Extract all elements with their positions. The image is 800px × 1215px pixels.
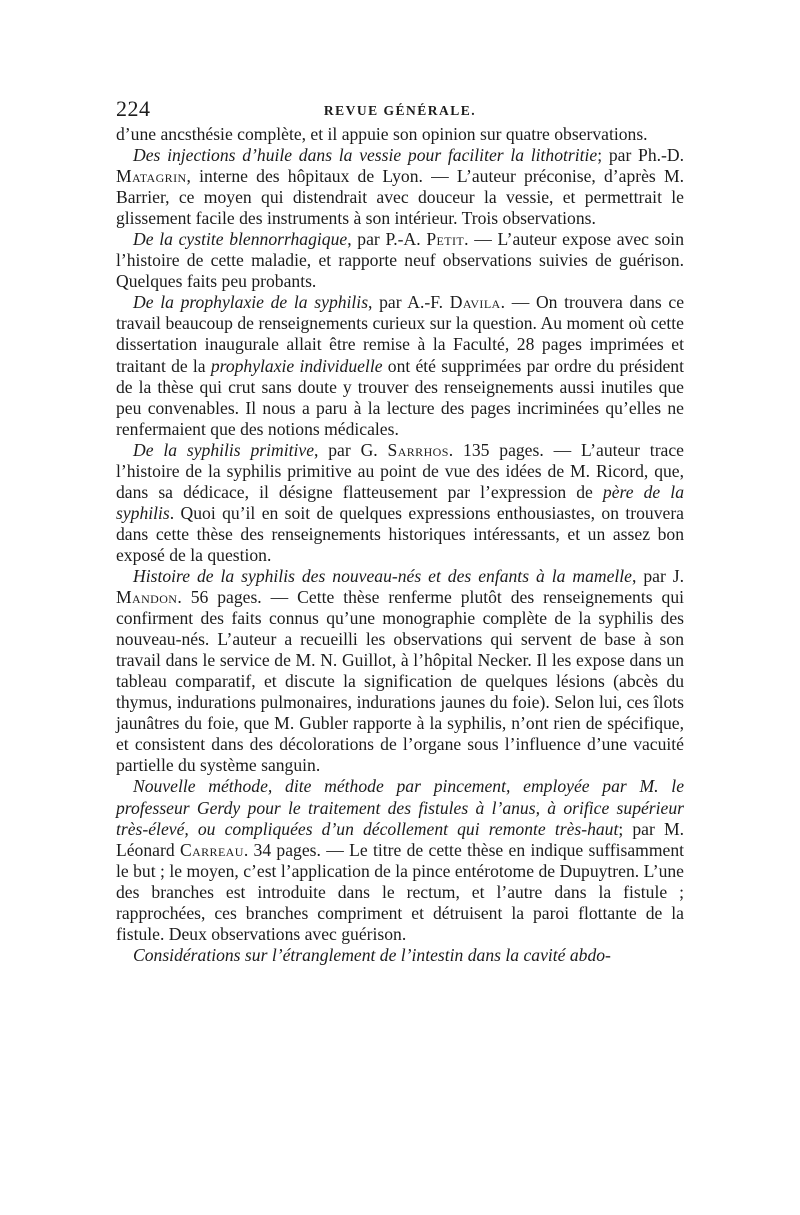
review-text: ont été supprimées par ordre du président de la thèse qui crut sans doute y trouver des renseignements aussi inutiles que peu convenables. Il nous a paru à la lecture des pages incriminées qu’elles ne renfermaient que des notions médicales. <box>116 355 684 439</box>
thesis-title: De la prophylaxie de la syphilis <box>133 292 369 313</box>
author-name: Mandon <box>116 587 178 608</box>
running-head <box>116 96 684 122</box>
thesis-title: Des injections d’huile dans la vessie pour faciliter la lithotritie <box>133 145 598 166</box>
thesis-entry-sarrhos <box>116 440 684 566</box>
thesis-entry-matagrin <box>116 145 684 229</box>
author-name: Matagrin <box>116 166 187 187</box>
body-text <box>116 124 684 966</box>
author-name: Sarrhos <box>387 439 449 460</box>
review-text: . 135 pages. — L’auteur trace l’histoire de la syphilis primitive au point de vue des idées de M. Ricord, que, dans sa dédicace, il désigne flatteusement par l’expression de <box>116 439 684 502</box>
paragraph-text: d’une ancsthésie complète, et il appuie son opinion sur quatre observations. <box>116 124 648 144</box>
author-name: Davila <box>449 292 501 313</box>
thesis-title: De la cystite blennorrhagique <box>133 229 348 250</box>
review-text: , interne des hôpitaux de Lyon. — L’auteur préconise, d’après M. Barrier, ce moyen qui distendrait avec douceur la vessie, et permettrait le glissement facile des instruments à son intérieur. Trois observations. <box>116 166 684 229</box>
paragraph-continuation <box>116 124 684 145</box>
italic-phrase: prophylaxie individuelle <box>210 355 383 376</box>
thesis-title: Considérations sur l’étranglement de l’intestin dans la cavité abdo- <box>133 944 611 965</box>
review-text: . Quoi qu’il en soit de quelques expressions enthousiastes, on trouvera dans cette thèse des renseignements historiques intéressants, et un assez bon exposé de la question. <box>116 502 684 565</box>
author-prefix: , par J. <box>631 565 685 586</box>
book-page <box>116 96 684 966</box>
author-name: Carreau <box>179 839 244 860</box>
review-text: . 56 pages. — Cette thèse renferme plutôt des renseignements qui confirment des faits connus qu’une monographie complète de la syphilis des nouveau-nés. L’auteur a recueilli les observations qui servent de base à son travail dans le service de M. N. Guillot, à l’hôpital Necker. Il les expose dans un tableau comparatif, et discute la signification de quelques lésions (abcès du thymus, indurations pulmonaires, indurations jaunes du foie). Selon lui, ces îlots jaunâtres du foie, que M. Gubler rapporte à la syphilis, n’ont rien de spécifique, et consistent dans des décolorations de l’organe sous l’influence d’une vacuité partielle du système sanguin. <box>116 587 684 776</box>
author-prefix: , par G. <box>314 439 388 460</box>
page-number: 224 <box>116 96 151 121</box>
running-title: REVUE GÉNÉRALE. <box>323 103 477 118</box>
thesis-title: Histoire de la syphilis des nouveau-nés et des enfants à la mamelle <box>133 565 632 586</box>
review-text: . 34 pages. — Le titre de cette thèse en indique suffisamment le but ; le moyen, c’est l’application de la pince entérotome de Dupuytren. L’une des branches est introduite dans le rectum, et l’autre dans la fistule ; rapprochées, ces branches compriment et détruisent la paroi flottante de la fistule. Deux observations avec guérison. <box>116 839 684 944</box>
review-text: . — On trouvera dans ce travail beaucoup de renseignements curieux sur la question. Au moment où cette dissertation inaugurale allait être remise à la Faculté, 28 pages imprimées et traitant de la <box>116 292 685 376</box>
review-text: . — L’auteur expose avec soin l’histoire de cette maladie, et rapporte neuf observations suivies de guérison. Quelques faits peu probants. <box>116 229 684 292</box>
author-name: Petit <box>426 229 465 250</box>
author-prefix: , par A.-F. <box>368 292 450 313</box>
italic-phrase: père de la syphilis <box>116 481 684 523</box>
author-prefix: ; par M. Léonard <box>116 818 684 860</box>
thesis-entry-carreau <box>116 776 684 944</box>
author-prefix: , par P.-A. <box>347 229 427 250</box>
thesis-entry-mandon <box>116 566 684 776</box>
thesis-title: De la syphilis primitive <box>133 439 315 460</box>
thesis-entry-davila <box>116 292 684 439</box>
thesis-title: Nouvelle méthode, dite méthode par pincement, employée par M. le professeur Gerdy pour le traitement des fistules à l’anus, à orifice supérieur très-élevé, ou compliquées d’un décollement qui remonte très-haut <box>116 776 684 839</box>
thesis-entry-petit <box>116 229 684 292</box>
thesis-entry-continued <box>116 945 684 966</box>
author-prefix: ; par Ph.-D. <box>597 145 684 166</box>
